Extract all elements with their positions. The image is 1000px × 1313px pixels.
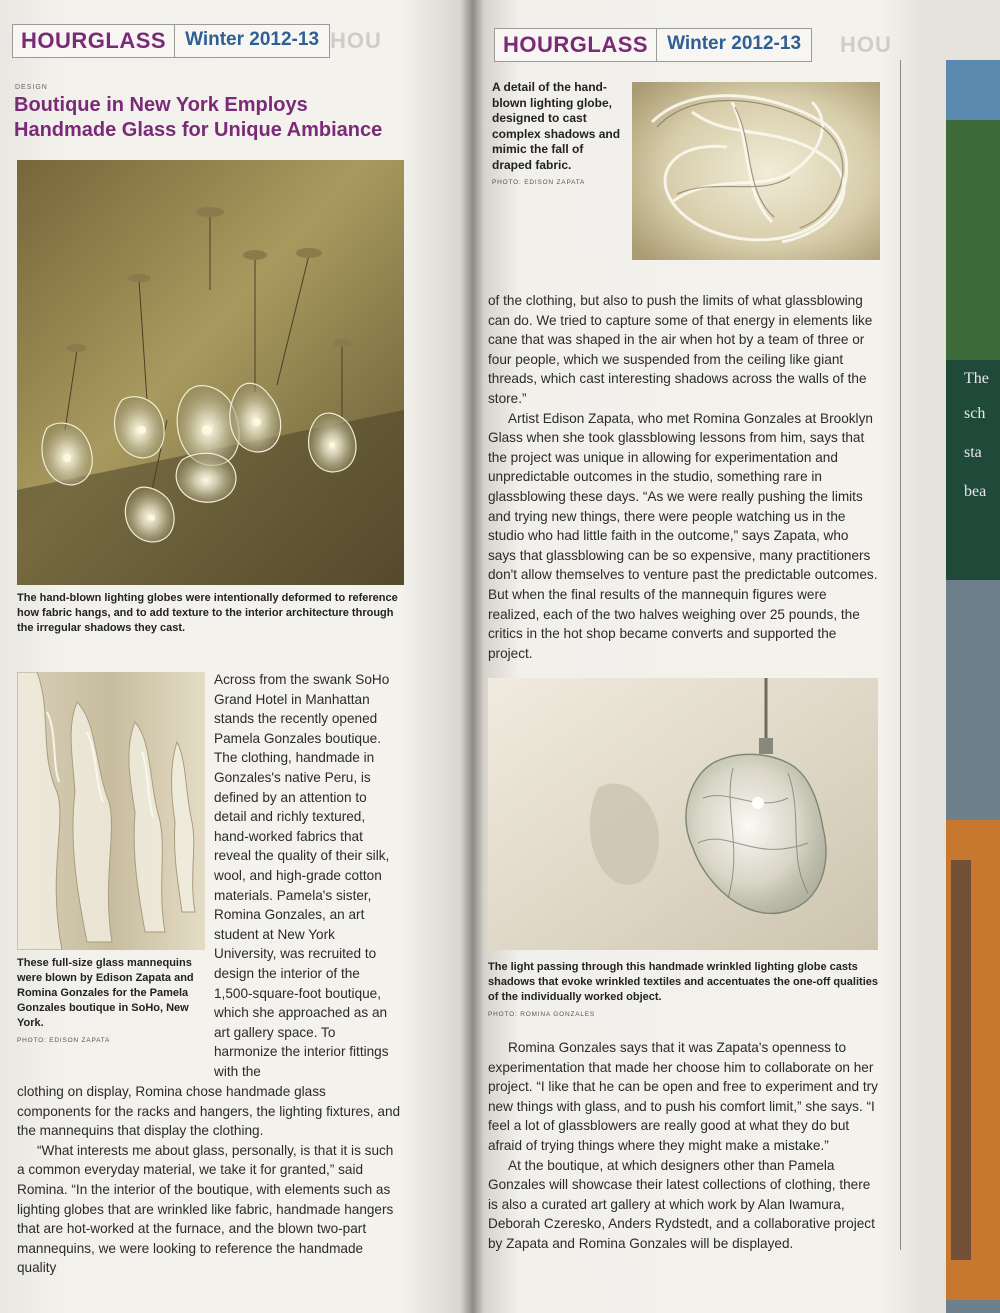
globe-detail-photo (632, 82, 880, 260)
wrinkled-globe-photo (488, 678, 878, 950)
masthead-brand: HOURGLASS (13, 25, 175, 57)
article-body-wrapped-column (214, 670, 400, 1081)
ghost-masthead-shadow-right: HOU (840, 32, 892, 57)
globe-caption-text: The light passing through this handmade wrinkled lighting globe casts shadows that evoke wrinkled textiles and accentuates the one-off qualities of the individually worked object. (488, 961, 878, 1003)
masthead-right (494, 28, 812, 62)
globe-caption (488, 960, 883, 1022)
article-body-left-bottom (17, 1082, 402, 1278)
body-paragraph-intro: Across from the swank SoHo Grand Hotel in Manhattan stands the recently opened Pamela Gonzales boutique. The clothing, handmade in Gonzales's native Peru, is defined by an attention to detail and richly textured, hand-worked fabrics that reveal the quality of their silk, wool, and high-grade cotton materials. Pamela's sister, Romina Gonzales, an art student at New York University, was recruited to design the interior of the 1,500-square-foot boutique, which she approached as an art gallery space. To harmonize the interior fittings with the (214, 672, 390, 1079)
lighting-globes-photo (17, 160, 404, 585)
body-paragraph-clothing-cont: of the clothing, but also to push the limits of what glassblowing can do. We tried to capture some of that energy in elements like cane that was shaped in the air when hot by a team of three or four people, which we suspended from the ceiling like giant threads, which cast interesting shadows across the walls of the store.” (488, 293, 873, 406)
article-body-right-bottom (488, 1038, 880, 1254)
article-headline: Boutique in New York Employs Handmade Glass for Unique Ambiance (14, 94, 383, 141)
mannequin-caption-text: These full-size glass mannequins were blown by Edison Zapata and Romina Gonzales for the Pamela Gonzales boutique in SoHo, New York. (17, 957, 194, 1029)
next-page-edge (946, 60, 1000, 1313)
left-page (0, 0, 470, 1313)
masthead-issue-right: Winter 2012-13 (667, 33, 802, 54)
page-column-rule (900, 60, 901, 1250)
body-paragraph-romina: Romina Gonzales says that it was Zapata's openness to experimentation that made her choose him to collaborate on her project. “I like that he can be open and free to experiment and try new things with glass, and to push his comfort limit,” she says. “I feel a lot of glassblowers are really good at what they do but afraid of trying things where they might make a mistake.” (488, 1040, 878, 1153)
body-paragraph-quote: “What interests me about glass, personally, is that it is such a common everyday material, we take it for granted,” said Romina. “In the interior of the boutique, with elements such as lighting globes that are wrinkled like fabric, handmade hangers that are hot-worked at the furnace, and the blown two-part mannequins, we were looking to reference the handmade quality (17, 1142, 394, 1276)
detail-caption-text: A detail of the hand-blown lighting globe, designed to cast complex shadows and mimic the fall of draped fabric. (492, 80, 621, 172)
article-body-right-top (488, 291, 878, 663)
glass-mannequins-illustration (17, 672, 205, 950)
masthead-issue: Winter 2012-13 (185, 29, 320, 50)
mannequin-caption (17, 956, 207, 1048)
main-photo-caption: The hand-blown lighting globes were intentionally deformed to reference how fabric hangs, and to add texture to the interior architecture through the irregular shadows they cast. (17, 592, 398, 634)
globe-detail-illustration (632, 82, 880, 260)
glass-mannequins-photo (17, 672, 205, 950)
body-paragraph-clothing: clothing on display, Romina chose handmade glass components for the racks and hangers, the lighting fixtures, and the mannequins that display the clothing. (17, 1084, 401, 1139)
detail-caption (492, 80, 622, 191)
edge-word-4: bea (964, 483, 987, 500)
edge-word-3: sta (964, 444, 982, 461)
section-kicker: DESIGN (15, 84, 48, 91)
body-paragraph-gallery: At the boutique, at which designers other than Pamela Gonzales will showcase their latest collections of clothing, there is also a curated art gallery at which work by Alan Iwamura, Deborah Czeresko, Anders Rydstedt, and a collaborative project by Zapata and Romina Gonzales will be displayed. (488, 1157, 875, 1251)
lighting-globes-illustration (17, 160, 404, 585)
next-page-edge-photo (946, 60, 1000, 1313)
masthead-brand-right: HOURGLASS (495, 29, 657, 61)
right-page (470, 0, 950, 1313)
edge-word-1: The (964, 370, 989, 387)
masthead-left (12, 24, 330, 58)
wrinkled-globe-illustration (488, 678, 878, 950)
body-paragraph-zapata: Artist Edison Zapata, who met Romina Gonzales at Brooklyn Glass when she took glassblowing lessons from him, says that the project was unique in allowing for experimentation and unpredictable outcomes in the studio, something rare in glassblowing these days. “As we were really pushing the limits and trying new things, there were people watching us in the studio who had little faith in the outcome,” says Zapata, who says that glassblowing can be so expensive, many practitioners don't allow themselves to venture past the predictable outcomes. But when the final results of the mannequin figures were realized, each of the two halves weighing over 25 pounds, the critics in the hot shop became converts and supported the project. (488, 410, 878, 661)
ghost-masthead-shadow: HOU (330, 28, 382, 53)
edge-word-2: sch (964, 405, 986, 422)
mannequin-photo-credit: PHOTO: EDISON ZAPATA (17, 1037, 111, 1044)
detail-photo-credit: PHOTO: EDISON ZAPATA (492, 179, 586, 186)
globe-photo-credit: PHOTO: ROMINA GONZALES (488, 1011, 596, 1018)
